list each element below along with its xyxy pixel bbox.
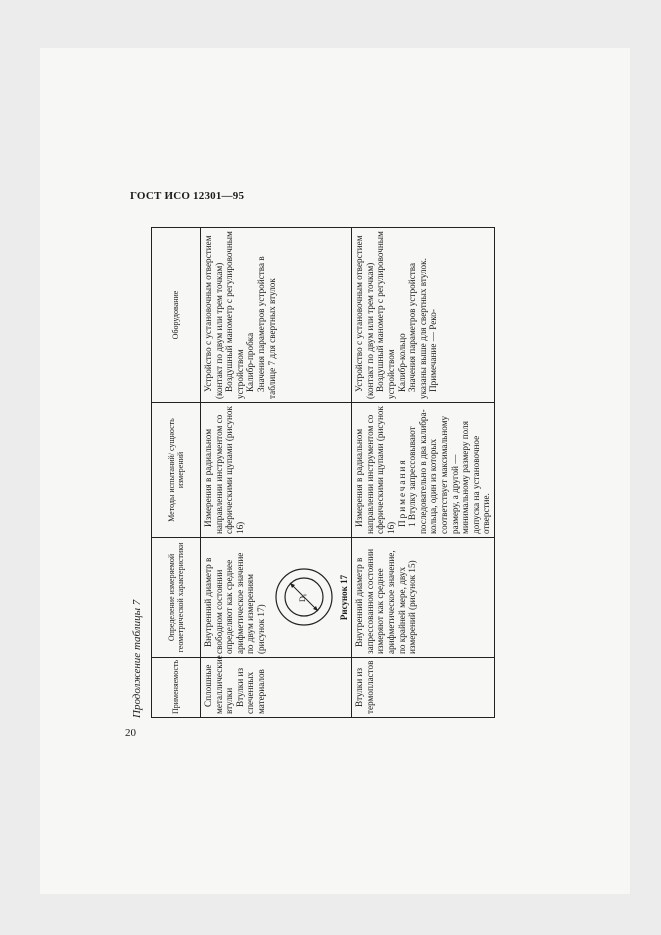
document-header: ГОСТ ИСО 12301—95: [130, 190, 245, 202]
cell-applicability: Сплошные металлические втулки Втулки из спеченных материалов: [201, 658, 352, 718]
page-number: 20: [125, 727, 136, 739]
note-title: Примечания: [396, 458, 407, 527]
col-header-definition: Определение измеряемой геометрической характеристики: [152, 538, 201, 658]
col-header-equipment: Оборудование: [152, 228, 201, 403]
table-header-row: [152, 228, 201, 718]
cell-applicability: Втулки из термопластов: [352, 658, 495, 718]
col-header-method: Методы испытаний/ сущность измерений: [152, 403, 201, 538]
cell-equipment: Устройство с установочным отверстием (контакт по двум или трем точкам) Воздушный манометр с регулировочным устройством Калибр-пробка Значения параметров устройства в таблице 7 для свертных втулок: [201, 228, 352, 403]
col-header-applicability: Применяемость: [152, 658, 201, 718]
svg-text:D₀: D₀: [297, 593, 307, 603]
cell-method: Измерения в радиальном направлении инструментом со сферическими щупами (рисунок 16): [201, 403, 352, 538]
rotated-table-block: [131, 228, 491, 718]
figure-caption: Рисунок 17: [338, 574, 349, 621]
table-row: [352, 228, 495, 718]
methods-table: [151, 227, 495, 718]
table-row: [201, 228, 352, 718]
figure-17-ring: [273, 567, 335, 629]
equipment-note: Примечание — Реко-: [428, 309, 439, 392]
cell-definition: Внутренний диаметр в запрессованном состоянии измеряют как среднее арифметическое значение, по крайней мере, двух измерений (рисунок 15): [352, 538, 495, 658]
cell-definition: Внутренний диаметр в свободном состоянии определяют как среднее арифметическое значение по двум измерениям (рисунок 17) D₀ Рисунок 17: [201, 538, 352, 658]
cell-method: Измерения в радиальном направлении инструментом со сферическими щупами (рисунок 16) Примечания 1 Втулку запрессовывают последовательно в два калибра-кольца, один из которых соответствует максимальному размеру, а другой — минимальному размеру поля допуска на установочное отверстие.: [352, 403, 495, 538]
cell-equipment: Устройство с установочным отверстием (контакт по двум или трем точкам) Воздушный манометр с регулировочным устройством Калибр-кольцо Значения параметров устройства указаны выше для свертных втулок. Примечание — Реко-: [352, 228, 495, 403]
table-caption: Продолжение таблицы 7: [131, 599, 143, 718]
